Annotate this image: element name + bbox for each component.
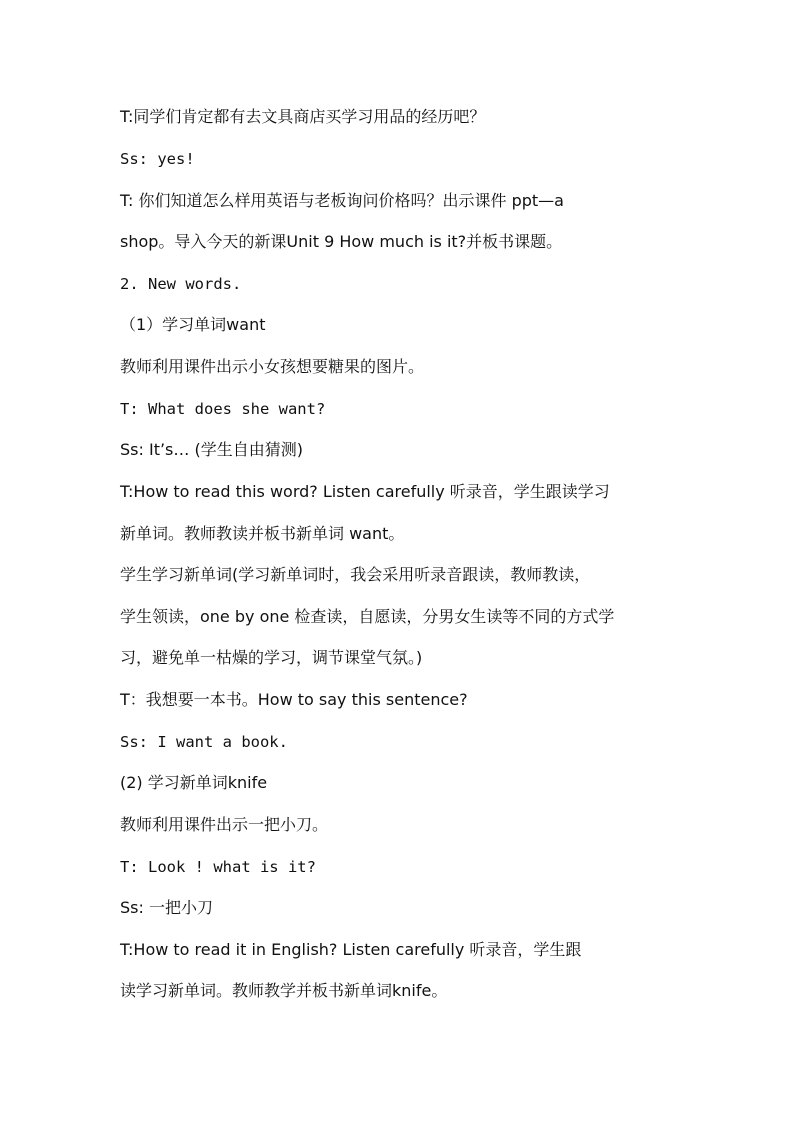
- text-line: T: Look ! what is it?: [120, 858, 316, 876]
- text-line: (2) 学习新单词knife: [120, 773, 268, 792]
- text-line: Ss: I want a book.: [120, 733, 288, 751]
- text-line: 教师利用课件出示小女孩想要糖果的图片。: [120, 357, 425, 376]
- text-line: T: 你们知道怎么样用英语与老板询问价格吗？出示课件 ppt—a: [120, 191, 564, 210]
- text-line: 习，避免单一枯燥的学习，调节课堂气氛。): [120, 648, 423, 667]
- text-line: Ss: It’s… (学生自由猜测): [120, 440, 303, 459]
- text-line: 学生领读，one by one 检查读，自愿读，分男女生读等不同的方式学: [120, 607, 615, 626]
- text-line: T:How to read it in English? Listen carefully 听录音，学生跟: [120, 940, 582, 959]
- text-line: 2. New words.: [120, 275, 242, 293]
- text-line: （1）学习单词want: [120, 315, 266, 334]
- text-line: 教师利用课件出示一把小刀。: [120, 815, 329, 834]
- text-line: T:How to read this word? Listen carefully 听录音，学生跟读学习: [120, 482, 610, 501]
- text-line: Ss: yes!: [120, 150, 195, 168]
- text-line: shop。导入今天的新课Unit 9 How much is it?并板书课题。: [120, 232, 563, 251]
- text-line: 学生学习新单词(学习新单词时，我会采用听录音跟读，教师教读，: [120, 565, 591, 584]
- text-line: T:同学们肯定都有去文具商店买学习用品的经历吧？: [120, 107, 486, 126]
- text-line: T: What does she want?: [120, 400, 326, 418]
- text-line: T：我想要一本书。How to say this sentence?: [120, 690, 468, 709]
- text-line: Ss: 一把小刀: [120, 898, 213, 917]
- text-line: 读学习新单词。教师教学并板书新单词knife。: [120, 981, 448, 1000]
- text-line: 新单词。教师教读并板书新单词 want。: [120, 524, 405, 543]
